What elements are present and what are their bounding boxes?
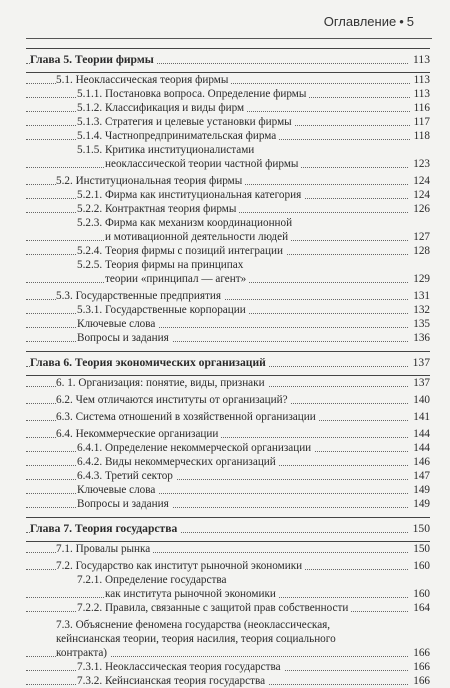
- toc-entry-page: 141: [409, 410, 430, 424]
- toc-entry-page: 116: [410, 101, 430, 115]
- toc-entry-page: 124: [409, 188, 430, 202]
- toc-entry[interactable]: [26, 393, 430, 407]
- toc-entry-title: 7.2.2. Правила, связанные с защитой прав собственности: [77, 602, 351, 614]
- toc-entry[interactable]: [26, 497, 430, 511]
- toc-entry-title: Глава 6. Теория экономических организаций: [30, 356, 269, 369]
- toc-entry-title: 5.1.2. Классификация и виды фирм: [77, 102, 247, 114]
- toc-entry[interactable]: [26, 632, 430, 646]
- toc-entry-page: 131: [409, 289, 430, 303]
- toc-entry-page: 123: [409, 157, 430, 171]
- toc-entry-title: Вопросы и задания: [77, 332, 172, 344]
- toc-entry-page: 140: [409, 393, 430, 407]
- toc-entry-page: 113: [409, 53, 430, 67]
- toc-entry[interactable]: [26, 303, 430, 317]
- toc-entry-page: 127: [409, 230, 430, 244]
- toc-entry-title: 5.3. Государственные предприятия: [56, 290, 224, 302]
- toc-entry[interactable]: [26, 129, 430, 143]
- header-rule: [26, 38, 432, 39]
- toc-entry[interactable]: [26, 674, 430, 688]
- toc-entry[interactable]: [26, 272, 430, 286]
- toc-entry-title: 6.4.1. Определение некоммерческой организации: [77, 442, 314, 454]
- toc-entry[interactable]: [26, 244, 430, 258]
- toc-entry-page: 166: [409, 660, 430, 674]
- toc-entry-title: Ключевые слова: [77, 484, 158, 496]
- header-title: Оглавление: [323, 14, 397, 29]
- toc-entry-title: теории «принципал — агент»: [105, 273, 249, 285]
- toc-entry-page: 149: [409, 497, 430, 511]
- toc-entry[interactable]: [26, 469, 430, 483]
- toc-entry-title: 6.2. Чем отличаются институты от организаций?: [56, 394, 291, 406]
- toc-entry-page: 164: [409, 601, 430, 615]
- page-number: 5: [406, 14, 414, 29]
- toc-entry-title: 5.2. Институциональная теория фирмы: [56, 175, 245, 187]
- toc-entry-page: 137: [409, 376, 430, 390]
- toc-entry-page: 117: [410, 115, 430, 129]
- toc-entry-title: 5.2.1. Фирма как институциональная категория: [77, 189, 304, 201]
- toc-entry[interactable]: [26, 289, 430, 303]
- toc-entry-title: контракта): [56, 647, 110, 659]
- toc-entry-page: 137: [409, 356, 430, 370]
- toc-entry-page: 129: [409, 272, 430, 286]
- toc-entry[interactable]: [26, 618, 430, 632]
- toc-entry-title: 6. 1. Организация: понятие, виды, признаки: [56, 377, 268, 389]
- toc-entry-title: 5.1. Неоклассическая теория фирмы: [56, 74, 231, 86]
- toc-entry-page: 147: [409, 469, 430, 483]
- toc-entry-page: 160: [409, 587, 430, 601]
- toc-entry-title: Глава 7. Теория государства: [30, 522, 180, 535]
- toc-entry-title: 7.1. Провалы рынка: [56, 543, 153, 555]
- toc-entry-title: 5.2.3. Фирма как механизм координационной: [77, 217, 295, 229]
- toc-entry-title: как института рыночной экономики: [105, 588, 279, 600]
- toc-entry-title: Глава 5. Теории фирмы: [30, 53, 157, 66]
- toc-entry[interactable]: [26, 587, 430, 601]
- toc-entry-title: 7.2.1. Определение государства: [77, 574, 229, 586]
- toc-entry[interactable]: [26, 101, 430, 115]
- toc-entry-title: 5.1.4. Частнопредпринимательская фирма: [77, 130, 279, 142]
- toc-entry-title: 6.4. Некоммерческие организации: [56, 428, 221, 440]
- toc-entry-page: 166: [409, 674, 430, 688]
- table-of-contents: [26, 48, 430, 688]
- toc-entry-title: 5.1.3. Стратегия и целевые установки фирмы: [77, 116, 295, 128]
- toc-chapter[interactable]: [26, 351, 430, 376]
- toc-entry[interactable]: [26, 157, 430, 171]
- toc-entry-title: 5.2.4. Теория фирмы с позиций интеграции: [77, 245, 286, 257]
- toc-entry-title: 7.3. Объяснение феномена государства (неоклассическая,: [56, 619, 333, 631]
- toc-entry[interactable]: [26, 188, 430, 202]
- toc-entry-page: 160: [409, 559, 430, 573]
- toc-entry[interactable]: [26, 660, 430, 674]
- toc-entry[interactable]: [26, 542, 430, 556]
- toc-entry[interactable]: [26, 230, 430, 244]
- toc-entry-page: 135: [409, 317, 430, 331]
- toc-entry-title: 6.4.2. Виды некоммерческих организаций: [77, 456, 279, 468]
- toc-entry-page: 118: [410, 129, 430, 143]
- toc-entry-title: кейнсианская теории, теория насилия, теория социального: [56, 633, 339, 645]
- toc-entry-title: 7.3.1. Неоклассическая теория государства: [77, 661, 284, 673]
- toc-chapter[interactable]: [26, 48, 430, 73]
- toc-entry-page: 113: [410, 87, 430, 101]
- toc-entry[interactable]: [26, 441, 430, 455]
- toc-entry-title: 6.4.3. Третий сектор: [77, 470, 176, 482]
- toc-entry-title: и мотивационной деятельности людей: [105, 231, 291, 243]
- toc-entry[interactable]: [26, 73, 430, 87]
- toc-entry-title: Ключевые слова: [77, 318, 158, 330]
- toc-entry[interactable]: [26, 331, 430, 345]
- toc-entry[interactable]: [26, 115, 430, 129]
- toc-entry-page: 150: [409, 542, 430, 556]
- toc-entry-page: 113: [410, 73, 430, 87]
- toc-entry[interactable]: [26, 455, 430, 469]
- toc-entry-page: 132: [409, 303, 430, 317]
- toc-entry[interactable]: [26, 376, 430, 390]
- toc-entry-page: 128: [409, 244, 430, 258]
- toc-entry-title: Вопросы и задания: [77, 498, 172, 510]
- toc-entry-title: 7.3.2. Кейнсианская теория государства: [77, 675, 268, 687]
- toc-entry-title: 5.1.5. Критика институционалистами: [77, 144, 257, 156]
- running-header: [324, 14, 414, 29]
- toc-entry[interactable]: [26, 317, 430, 331]
- toc-entry[interactable]: [26, 87, 430, 101]
- toc-entry-title: 5.2.2. Контрактная теория фирмы: [77, 203, 239, 215]
- toc-entry-title: неоклассической теории частной фирмы: [105, 158, 301, 170]
- toc-entry-page: 150: [409, 522, 430, 536]
- toc-chapter[interactable]: [26, 517, 430, 542]
- toc-entry[interactable]: [26, 483, 430, 497]
- toc-entry-page: 144: [409, 427, 430, 441]
- toc-entry[interactable]: [26, 573, 430, 587]
- toc-entry[interactable]: [26, 410, 430, 424]
- toc-entry-page: 136: [409, 331, 430, 345]
- toc-entry-title: 5.3.1. Государственные корпорации: [77, 304, 249, 316]
- toc-entry-page: 124: [409, 174, 430, 188]
- toc-entry-page: 126: [409, 202, 430, 216]
- toc-entry[interactable]: [26, 174, 430, 188]
- toc-entry[interactable]: [26, 646, 430, 660]
- bullet-separator: •: [399, 14, 404, 29]
- toc-entry-title: 5.1.1. Постановка вопроса. Определение фирмы: [77, 88, 309, 100]
- toc-entry[interactable]: [26, 258, 430, 272]
- toc-entry-page: 149: [409, 483, 430, 497]
- toc-entry-title: 7.2. Государство как институт рыночной экономики: [56, 560, 305, 572]
- toc-entry[interactable]: [26, 601, 430, 615]
- toc-entry-page: 144: [409, 441, 430, 455]
- toc-entry[interactable]: [26, 202, 430, 216]
- toc-entry-title: 5.2.5. Теория фирмы на принципах: [77, 259, 246, 271]
- toc-entry-page: 146: [409, 455, 430, 469]
- toc-entry[interactable]: [26, 427, 430, 441]
- toc-entry[interactable]: [26, 143, 430, 157]
- toc-entry[interactable]: [26, 559, 430, 573]
- toc-entry-page: 166: [409, 646, 430, 660]
- toc-entry-title: 6.3. Система отношений в хозяйственной организации: [56, 411, 319, 423]
- toc-entry[interactable]: [26, 216, 430, 230]
